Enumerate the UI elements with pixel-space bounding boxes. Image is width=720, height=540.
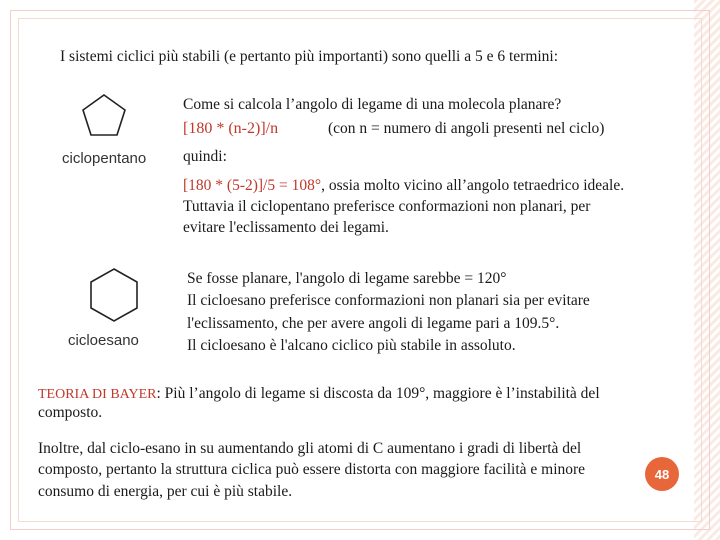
bayer-line [38,383,600,406]
angle-question: Come si calcola l’angolo di legame di una molecola planare? [183,96,562,113]
intro-text: I sistemi ciclici più stabili (e pertanto più importanti) sono quelli a 5 e 6 termini: [60,48,559,65]
formula-note: (con n = numero di angoli presenti nel ciclo) [328,120,605,137]
quindi-text: quindi: [183,148,227,165]
final-line3: consumo di energia, per cui è più stabile. [38,483,293,500]
hexane-line1: Se fosse planare, l'angolo di legame sarebbe = 120° [187,270,507,287]
final-line1: Inoltre, dal ciclo-esano in su aumentando gli atomi di C aumentano i gradi di libertà del [38,440,582,457]
final-line2: composto, pertanto la struttura ciclica può essere distorta con maggiore facilità e minore [38,461,586,478]
hexane-line3: l'eclissamento, che per avere angoli di legame pari a 109.5°. [187,315,560,332]
angle-formula: [180 * (n-2)]/n [183,120,279,137]
pentane-line3: evitare l'eclissamento dei legami. [183,219,389,236]
cyclohexane-structure [88,266,140,324]
hexane-line4: Il cicloesano è l'alcano ciclico più stabile in assoluto. [187,337,516,354]
hexane-line2: Il cicloesano preferisce conformazioni non planari sia per evitare [187,292,590,309]
bayer-text: : Più l’angolo di legame si discosta da 109°, maggiore è l’instabilità del [156,385,600,402]
cyclohexane-label: cicloesano [68,332,139,349]
pentane-calc: [180 * (5-2)]/5 = 108° [183,177,322,194]
page-number-badge: 48 [645,457,679,491]
pentane-line2: Tuttavia il ciclopentano preferisce conformazioni non planari, per [183,198,591,215]
pentane-calc-rest: , ossia molto vicino all’angolo tetraedrico ideale. [321,177,625,194]
bayer-text2: composto. [38,404,103,421]
cyclopentane-structure [80,92,128,138]
bayer-title: TEORIA DI BAYER [38,387,157,402]
pentane-calc-line [183,175,624,197]
cyclopentane-label: ciclopentano [62,150,147,167]
